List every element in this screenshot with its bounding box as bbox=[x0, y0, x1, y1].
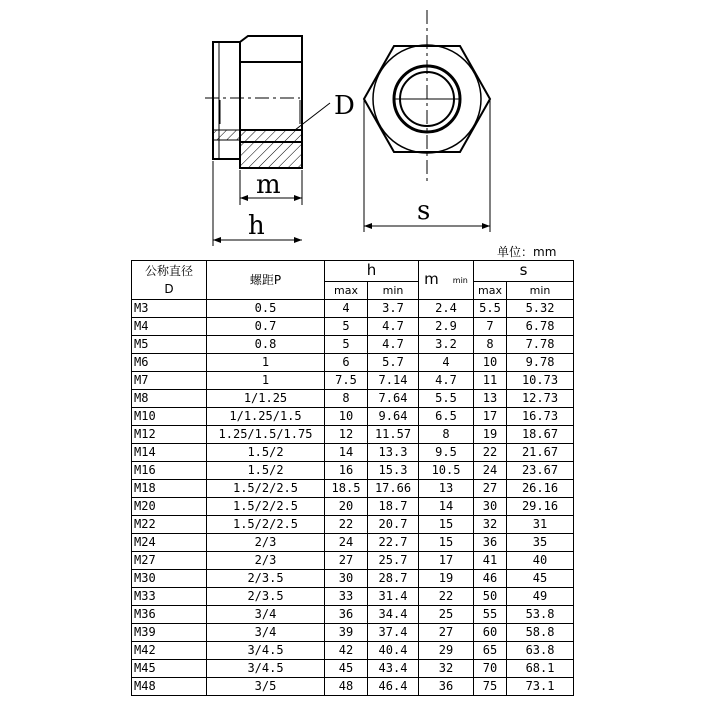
s-max-cell: 60 bbox=[474, 624, 507, 642]
m-min-cell: 22 bbox=[419, 588, 474, 606]
s-max-cell: 30 bbox=[474, 498, 507, 516]
s-min-cell: 9.78 bbox=[507, 354, 574, 372]
s-min-cell: 31 bbox=[507, 516, 574, 534]
s-min-cell: 18.67 bbox=[507, 426, 574, 444]
table-row bbox=[132, 408, 574, 426]
table-body bbox=[132, 300, 574, 696]
table-row bbox=[132, 516, 574, 534]
table-row bbox=[132, 462, 574, 480]
header-h-min: min bbox=[368, 281, 419, 299]
spec-table bbox=[131, 260, 574, 696]
pitch-cell: 1.5/2 bbox=[207, 462, 325, 480]
pitch-cell: 0.8 bbox=[207, 336, 325, 354]
pitch-cell: 2/3.5 bbox=[207, 588, 325, 606]
pitch-cell: 1 bbox=[207, 372, 325, 390]
h-min-cell: 9.64 bbox=[368, 408, 419, 426]
h-min-cell: 43.4 bbox=[368, 660, 419, 678]
pitch-cell: 2/3 bbox=[207, 552, 325, 570]
s-min-cell: 73.1 bbox=[507, 678, 574, 696]
s-max-cell: 13 bbox=[474, 390, 507, 408]
s-min-cell: 58.8 bbox=[507, 624, 574, 642]
h-min-cell: 34.4 bbox=[368, 606, 419, 624]
m-min-cell: 2.4 bbox=[419, 300, 474, 318]
label-h: h bbox=[248, 211, 265, 241]
label-m: m bbox=[256, 170, 281, 200]
size-cell: M30 bbox=[132, 570, 207, 588]
header-m bbox=[419, 261, 474, 300]
pitch-cell: 3/4 bbox=[207, 624, 325, 642]
h-min-cell: 40.4 bbox=[368, 642, 419, 660]
header-pitch: 螺距P bbox=[207, 261, 325, 300]
h-min-cell: 20.7 bbox=[368, 516, 419, 534]
s-min-cell: 23.67 bbox=[507, 462, 574, 480]
h-max-cell: 42 bbox=[325, 642, 368, 660]
table-row bbox=[132, 606, 574, 624]
side-view bbox=[205, 36, 330, 246]
h-min-cell: 37.4 bbox=[368, 624, 419, 642]
m-min-cell: 3.2 bbox=[419, 336, 474, 354]
h-max-cell: 24 bbox=[325, 534, 368, 552]
h-max-cell: 10 bbox=[325, 408, 368, 426]
table-row bbox=[132, 354, 574, 372]
h-max-cell: 20 bbox=[325, 498, 368, 516]
h-max-cell: 6 bbox=[325, 354, 368, 372]
s-max-cell: 50 bbox=[474, 588, 507, 606]
h-max-cell: 39 bbox=[325, 624, 368, 642]
size-cell: M33 bbox=[132, 588, 207, 606]
pitch-cell: 2/3.5 bbox=[207, 570, 325, 588]
s-max-cell: 46 bbox=[474, 570, 507, 588]
pitch-cell: 3/5 bbox=[207, 678, 325, 696]
h-max-cell: 7.5 bbox=[325, 372, 368, 390]
pitch-cell: 1/1.25/1.5 bbox=[207, 408, 325, 426]
h-max-cell: 12 bbox=[325, 426, 368, 444]
s-max-cell: 27 bbox=[474, 480, 507, 498]
size-cell: M3 bbox=[132, 300, 207, 318]
s-max-cell: 55 bbox=[474, 606, 507, 624]
table-row bbox=[132, 300, 574, 318]
m-min-cell: 14 bbox=[419, 498, 474, 516]
m-min-cell: 15 bbox=[419, 516, 474, 534]
thread-section-hatch bbox=[240, 130, 302, 168]
h-max-cell: 5 bbox=[325, 318, 368, 336]
size-cell: M7 bbox=[132, 372, 207, 390]
header-size-label: 公称直径 bbox=[144, 264, 193, 278]
s-min-cell: 40 bbox=[507, 552, 574, 570]
nut-drawing bbox=[0, 0, 714, 260]
s-min-cell: 53.8 bbox=[507, 606, 574, 624]
s-max-cell: 65 bbox=[474, 642, 507, 660]
m-min-cell: 13 bbox=[419, 480, 474, 498]
pitch-cell: 1.5/2/2.5 bbox=[207, 516, 325, 534]
size-cell: M45 bbox=[132, 660, 207, 678]
table-row bbox=[132, 642, 574, 660]
s-min-cell: 63.8 bbox=[507, 642, 574, 660]
size-cell: M5 bbox=[132, 336, 207, 354]
pitch-cell: 2/3 bbox=[207, 534, 325, 552]
header-m-sub: min bbox=[452, 276, 468, 285]
h-min-cell: 5.7 bbox=[368, 354, 419, 372]
m-min-cell: 32 bbox=[419, 660, 474, 678]
m-min-cell: 36 bbox=[419, 678, 474, 696]
s-min-cell: 16.73 bbox=[507, 408, 574, 426]
s-max-cell: 24 bbox=[474, 462, 507, 480]
h-min-cell: 31.4 bbox=[368, 588, 419, 606]
m-min-cell: 2.9 bbox=[419, 318, 474, 336]
s-max-cell: 7 bbox=[474, 318, 507, 336]
pitch-cell: 1.25/1.5/1.75 bbox=[207, 426, 325, 444]
table-row bbox=[132, 480, 574, 498]
pitch-cell: 0.5 bbox=[207, 300, 325, 318]
s-min-cell: 26.16 bbox=[507, 480, 574, 498]
size-cell: M4 bbox=[132, 318, 207, 336]
m-min-cell: 27 bbox=[419, 624, 474, 642]
m-min-cell: 4 bbox=[419, 354, 474, 372]
h-min-cell: 3.7 bbox=[368, 300, 419, 318]
table-row bbox=[132, 426, 574, 444]
table-row bbox=[132, 588, 574, 606]
pitch-cell: 1.5/2 bbox=[207, 444, 325, 462]
m-min-cell: 29 bbox=[419, 642, 474, 660]
header-m-label: m bbox=[424, 270, 439, 288]
s-max-cell: 22 bbox=[474, 444, 507, 462]
table-row bbox=[132, 624, 574, 642]
pitch-cell: 1 bbox=[207, 354, 325, 372]
s-min-cell: 12.73 bbox=[507, 390, 574, 408]
size-cell: M39 bbox=[132, 624, 207, 642]
s-max-cell: 19 bbox=[474, 426, 507, 444]
table-row bbox=[132, 534, 574, 552]
size-cell: M42 bbox=[132, 642, 207, 660]
s-max-cell: 41 bbox=[474, 552, 507, 570]
h-max-cell: 4 bbox=[325, 300, 368, 318]
h-max-cell: 48 bbox=[325, 678, 368, 696]
m-min-cell: 8 bbox=[419, 426, 474, 444]
pitch-cell: 3/4.5 bbox=[207, 642, 325, 660]
table-row bbox=[132, 552, 574, 570]
table-row bbox=[132, 444, 574, 462]
s-max-cell: 75 bbox=[474, 678, 507, 696]
h-min-cell: 7.14 bbox=[368, 372, 419, 390]
s-min-cell: 6.78 bbox=[507, 318, 574, 336]
h-min-cell: 25.7 bbox=[368, 552, 419, 570]
pitch-cell: 1.5/2/2.5 bbox=[207, 498, 325, 516]
s-min-cell: 5.32 bbox=[507, 300, 574, 318]
h-min-cell: 7.64 bbox=[368, 390, 419, 408]
size-cell: M22 bbox=[132, 516, 207, 534]
header-s-min: min bbox=[507, 281, 574, 299]
size-cell: M10 bbox=[132, 408, 207, 426]
table-row bbox=[132, 318, 574, 336]
s-max-cell: 32 bbox=[474, 516, 507, 534]
s-max-cell: 8 bbox=[474, 336, 507, 354]
m-min-cell: 6.5 bbox=[419, 408, 474, 426]
size-cell: M14 bbox=[132, 444, 207, 462]
label-s: s bbox=[417, 196, 431, 226]
h-min-cell: 22.7 bbox=[368, 534, 419, 552]
pitch-cell: 1.5/2/2.5 bbox=[207, 480, 325, 498]
header-s-max: max bbox=[474, 281, 507, 299]
h-max-cell: 30 bbox=[325, 570, 368, 588]
h-max-cell: 8 bbox=[325, 390, 368, 408]
h-max-cell: 22 bbox=[325, 516, 368, 534]
size-cell: M12 bbox=[132, 426, 207, 444]
size-cell: M48 bbox=[132, 678, 207, 696]
table-row bbox=[132, 336, 574, 354]
m-min-cell: 17 bbox=[419, 552, 474, 570]
h-max-cell: 5 bbox=[325, 336, 368, 354]
h-min-cell: 4.7 bbox=[368, 336, 419, 354]
h-max-cell: 16 bbox=[325, 462, 368, 480]
s-max-cell: 70 bbox=[474, 660, 507, 678]
s-max-cell: 5.5 bbox=[474, 300, 507, 318]
size-cell: M6 bbox=[132, 354, 207, 372]
m-min-cell: 9.5 bbox=[419, 444, 474, 462]
table-row bbox=[132, 372, 574, 390]
s-min-cell: 68.1 bbox=[507, 660, 574, 678]
table-row bbox=[132, 660, 574, 678]
table-row bbox=[132, 498, 574, 516]
s-max-cell: 17 bbox=[474, 408, 507, 426]
s-max-cell: 36 bbox=[474, 534, 507, 552]
h-max-cell: 27 bbox=[325, 552, 368, 570]
h-max-cell: 36 bbox=[325, 606, 368, 624]
header-size-sub: D bbox=[164, 282, 174, 296]
h-min-cell: 28.7 bbox=[368, 570, 419, 588]
table-row bbox=[132, 678, 574, 696]
label-d: D bbox=[334, 91, 355, 121]
s-min-cell: 10.73 bbox=[507, 372, 574, 390]
size-cell: M18 bbox=[132, 480, 207, 498]
pitch-cell: 1/1.25 bbox=[207, 390, 325, 408]
s-max-cell: 11 bbox=[474, 372, 507, 390]
m-min-cell: 10.5 bbox=[419, 462, 474, 480]
s-min-cell: 21.67 bbox=[507, 444, 574, 462]
m-min-cell: 19 bbox=[419, 570, 474, 588]
size-cell: M36 bbox=[132, 606, 207, 624]
unit-note: 单位：mm bbox=[497, 245, 557, 259]
size-cell: M24 bbox=[132, 534, 207, 552]
table-row bbox=[132, 390, 574, 408]
nylon-insert-cap bbox=[213, 42, 240, 159]
h-max-cell: 14 bbox=[325, 444, 368, 462]
h-min-cell: 17.66 bbox=[368, 480, 419, 498]
h-max-cell: 45 bbox=[325, 660, 368, 678]
m-min-cell: 15 bbox=[419, 534, 474, 552]
table-row bbox=[132, 570, 574, 588]
s-max-cell: 10 bbox=[474, 354, 507, 372]
h-max-cell: 18.5 bbox=[325, 480, 368, 498]
h-min-cell: 46.4 bbox=[368, 678, 419, 696]
size-cell: M27 bbox=[132, 552, 207, 570]
s-min-cell: 35 bbox=[507, 534, 574, 552]
header-h-max: max bbox=[325, 281, 368, 299]
h-max-cell: 33 bbox=[325, 588, 368, 606]
header-h: h bbox=[325, 261, 419, 282]
s-min-cell: 49 bbox=[507, 588, 574, 606]
pitch-cell: 3/4.5 bbox=[207, 660, 325, 678]
h-min-cell: 11.57 bbox=[368, 426, 419, 444]
m-min-cell: 4.7 bbox=[419, 372, 474, 390]
m-min-cell: 25 bbox=[419, 606, 474, 624]
header-size bbox=[132, 261, 207, 300]
s-min-cell: 45 bbox=[507, 570, 574, 588]
pitch-cell: 3/4 bbox=[207, 606, 325, 624]
size-cell: M8 bbox=[132, 390, 207, 408]
size-cell: M20 bbox=[132, 498, 207, 516]
h-min-cell: 4.7 bbox=[368, 318, 419, 336]
h-min-cell: 15.3 bbox=[368, 462, 419, 480]
pitch-cell: 0.7 bbox=[207, 318, 325, 336]
m-min-cell: 5.5 bbox=[419, 390, 474, 408]
header-s: s bbox=[474, 261, 574, 282]
h-min-cell: 18.7 bbox=[368, 498, 419, 516]
h-min-cell: 13.3 bbox=[368, 444, 419, 462]
size-cell: M16 bbox=[132, 462, 207, 480]
s-min-cell: 29.16 bbox=[507, 498, 574, 516]
s-min-cell: 7.78 bbox=[507, 336, 574, 354]
